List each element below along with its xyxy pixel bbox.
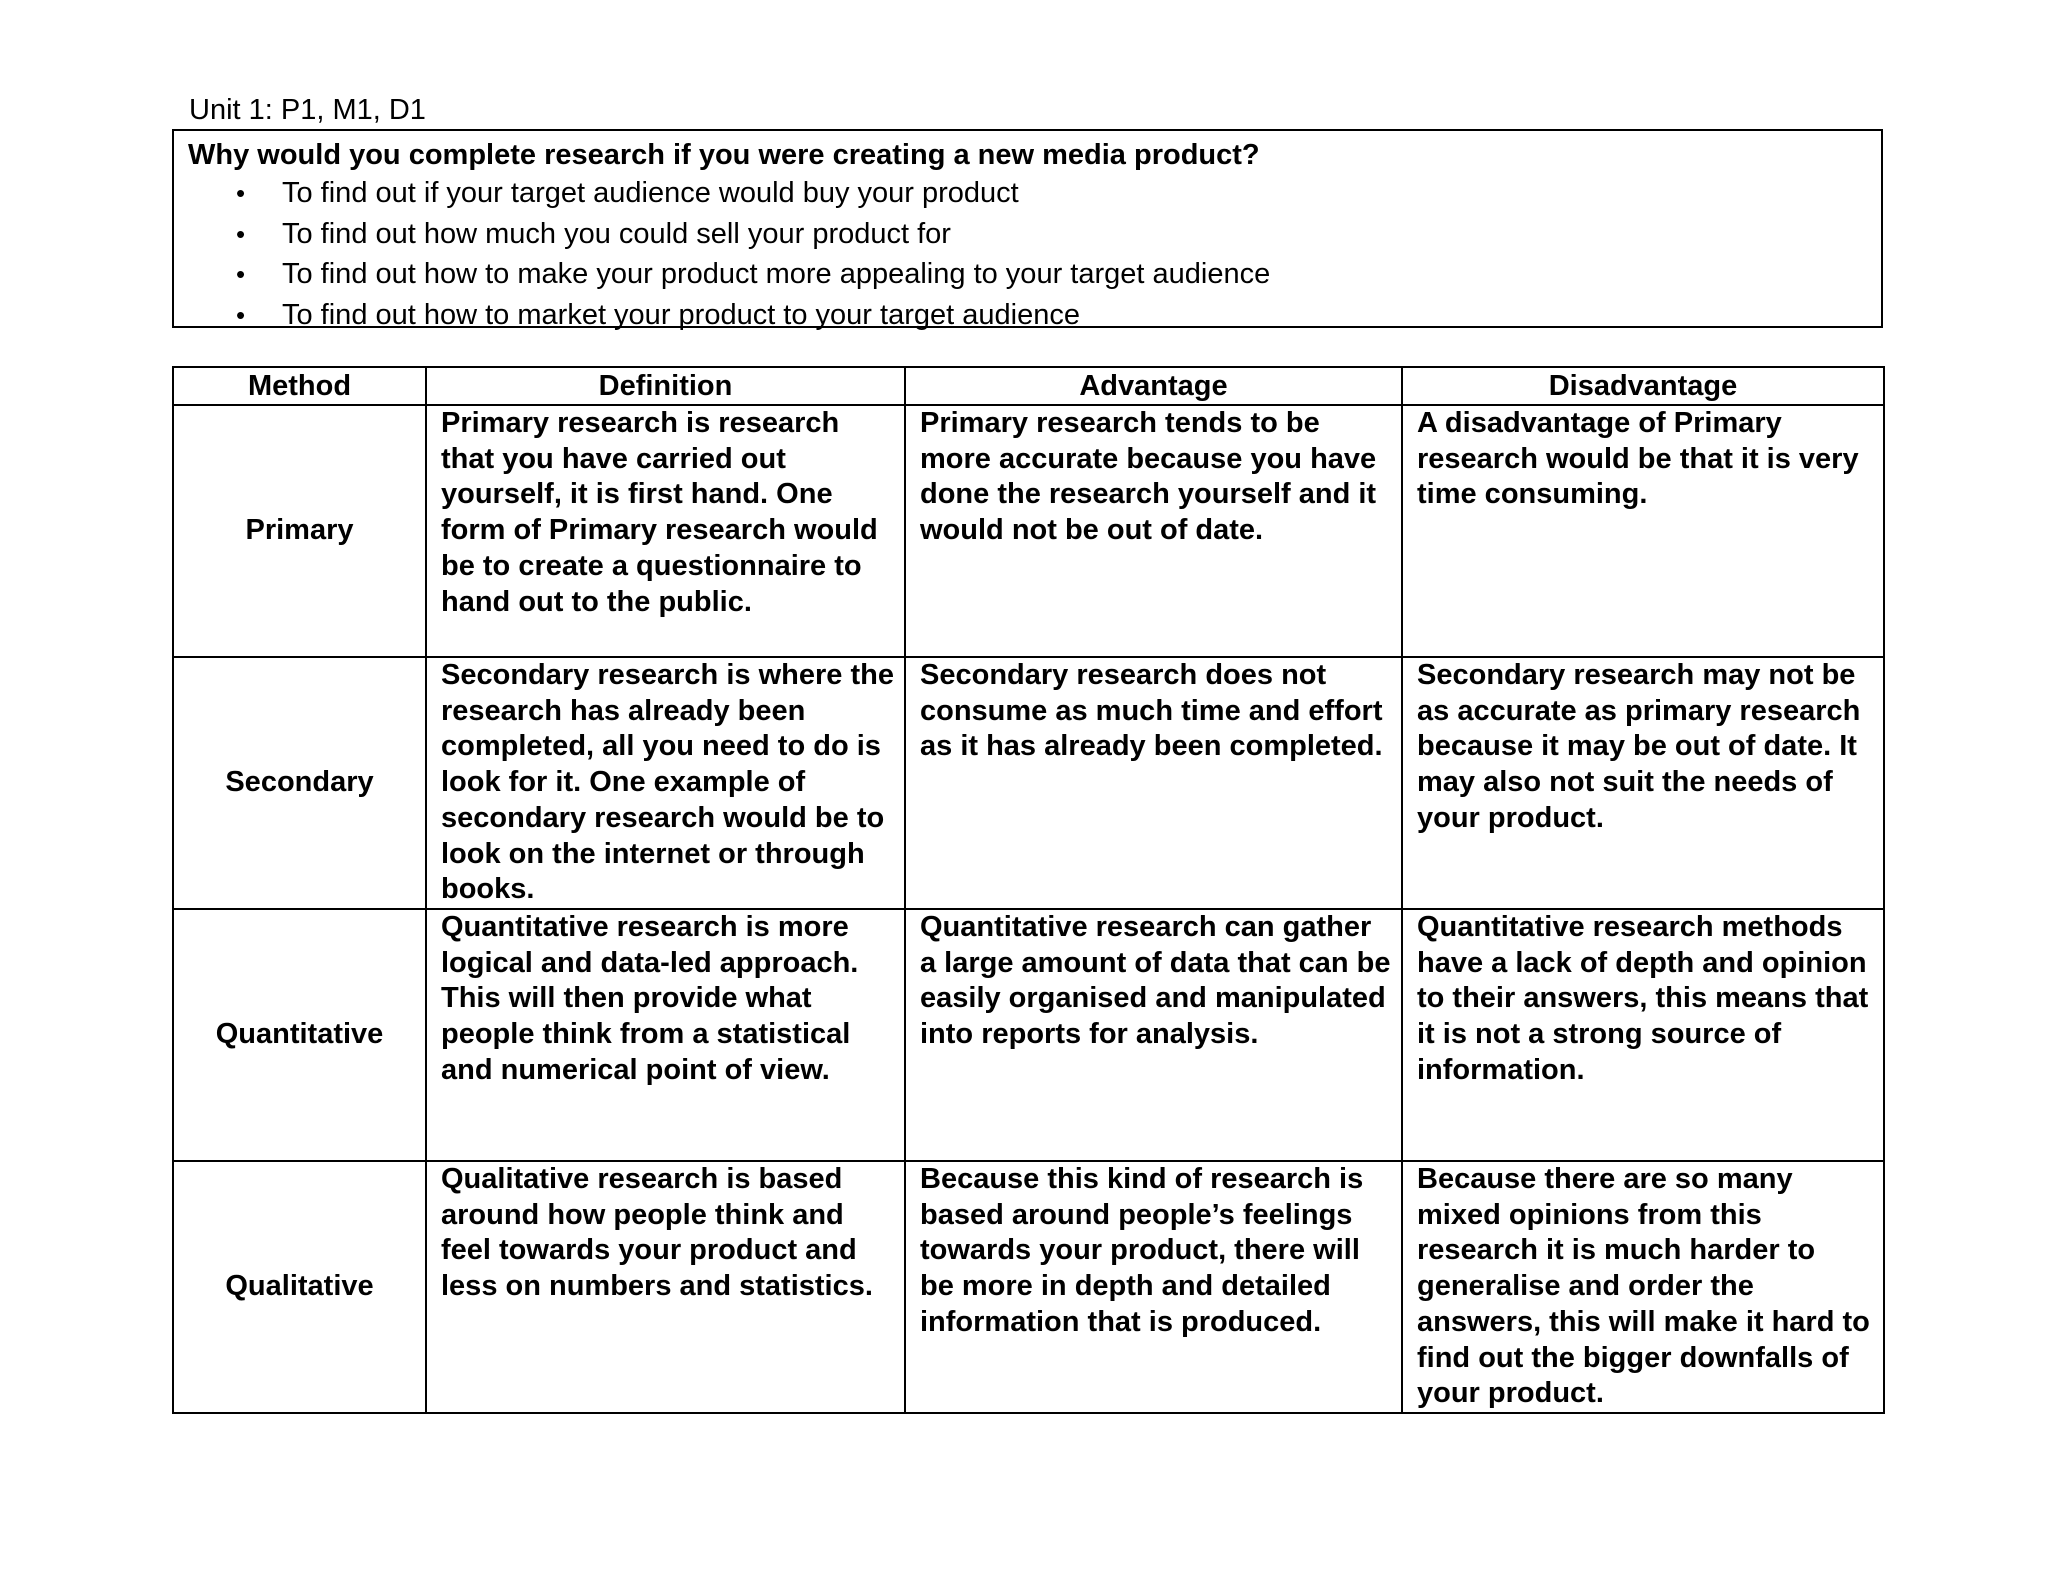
reasons-list	[174, 173, 1270, 335]
advantage-cell: Secondary research does not consume as much time and effort as it has already been completed.	[905, 657, 1402, 909]
advantage-cell: Primary research tends to be more accurate because you have done the research yourself and it would not be out of date.	[905, 405, 1402, 657]
bullet-icon: •	[236, 178, 246, 208]
advantage-cell: Quantitative research can gather a large amount of data that can be easily organised and manipulated into reports for analysis.	[905, 909, 1402, 1161]
research-question: Why would you complete research if you were creating a new media product?	[188, 139, 1260, 171]
bullet-icon: •	[236, 299, 246, 330]
table-row	[173, 1161, 1884, 1413]
reason-item	[174, 295, 1270, 336]
reason-item	[174, 254, 1270, 295]
method-cell: Quantitative	[173, 909, 426, 1161]
table-row	[173, 909, 1884, 1161]
reason-text: To find out how to make your product more appealing to your target audience	[282, 258, 1271, 290]
reason-item	[174, 173, 1270, 214]
definition-cell: Qualitative research is based around how people think and feel towards your product and less on numbers and statistics.	[426, 1161, 905, 1413]
research-methods-table	[172, 366, 1885, 1414]
method-cell: Primary	[173, 405, 426, 657]
definition-header: Definition	[426, 367, 905, 405]
definition-cell: Secondary research is where the research has already been completed, all you need to do is look for it. One example of secondary research would be to look on the internet or through books.	[426, 657, 905, 909]
reason-item	[174, 214, 1270, 255]
disadvantage-cell: Quantitative research methods have a lack of depth and opinion to their answers, this means that it is not a strong source of information.	[1402, 909, 1884, 1161]
bullet-icon: •	[236, 259, 246, 289]
disadvantage-cell: Because there are so many mixed opinions from this research it is much harder to generalise and order the answers, this will make it hard to find out the bigger downfalls of your product.	[1402, 1161, 1884, 1413]
method-cell: Qualitative	[173, 1161, 426, 1413]
method-header: Method	[173, 367, 426, 405]
advantage-cell: Because this kind of research is based around people’s feelings towards your product, there will be more in depth and detailed information that is produced.	[905, 1161, 1402, 1413]
unit-title: Unit 1: P1, M1, D1	[189, 94, 426, 126]
reason-text: To find out if your target audience would buy your product	[282, 177, 1019, 209]
advantage-header: Advantage	[905, 367, 1402, 405]
table-row	[173, 657, 1884, 909]
bullet-icon: •	[236, 218, 246, 249]
research-purpose-box	[172, 129, 1883, 331]
disadvantage-cell: A disadvantage of Primary research would be that it is very time consuming.	[1402, 405, 1884, 657]
definition-cell: Quantitative research is more logical and data-led approach. This will then provide what people think from a statistical and numerical point of view.	[426, 909, 905, 1161]
definition-cell: Primary research is research that you have carried out yourself, it is first hand. One form of Primary research would be to create a questionnaire to hand out to the public.	[426, 405, 905, 657]
reason-text: To find out how much you could sell your product for	[282, 217, 951, 250]
header-row	[173, 367, 1884, 405]
disadvantage-header: Disadvantage	[1402, 367, 1884, 405]
reason-text: To find out how to market your product to your target audience	[282, 298, 1080, 331]
disadvantage-cell: Secondary research may not be as accurate as primary research because it may be out of date. It may also not suit the needs of your product.	[1402, 657, 1884, 909]
method-cell: Secondary	[173, 657, 426, 909]
table-row	[173, 405, 1884, 657]
